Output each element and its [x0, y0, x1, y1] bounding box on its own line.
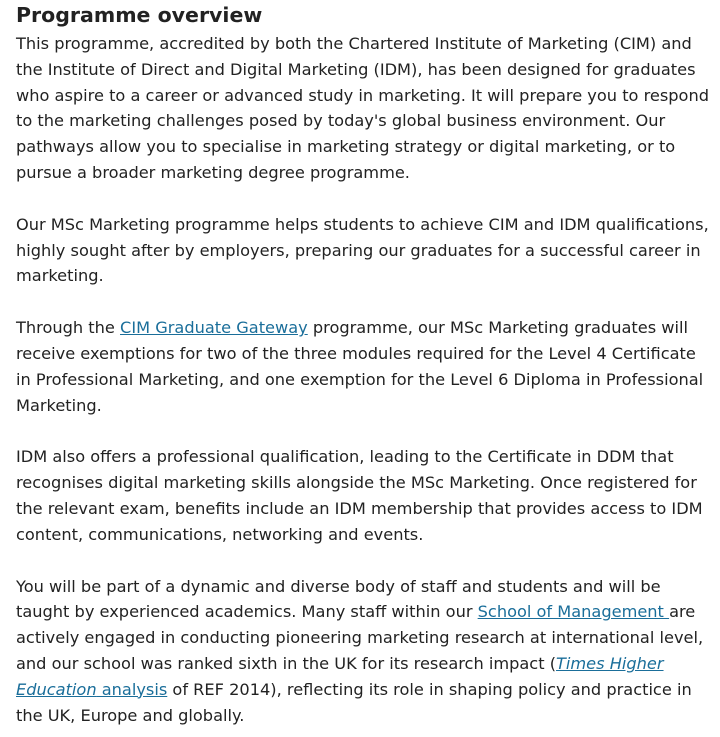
link-text: analysis — [96, 679, 168, 699]
text-span: of REF 2014), reflecting its role in shaping policy and practice in the UK, Europe and globally. — [16, 679, 692, 725]
cim-graduate-gateway-link[interactable]: CIM Graduate Gateway — [120, 318, 308, 338]
school-of-management-link[interactable]: School of Management — [477, 602, 670, 622]
paragraph-accreditation: This programme, accredited by both the Chartered Institute of Marketing (CIM) and the Institute of Direct and Digital Marketing (IDM), has been designed for graduates who aspire to a career or advanced study in marketing. It will prepare you to respond to the marketing challenges posed by today's global business environment. Our pathways allow you to specialise in marketing strategy or digital marketing, or to pursue a broader marketing degree programme. — [16, 34, 709, 182]
text-span: Through the — [16, 318, 121, 338]
text-span: are actively engaged in conducting pioneering marketing research at international level, and our school was ranked sixth in the UK for its research impact ( — [16, 602, 704, 673]
paragraph-qualifications: Our MSc Marketing programme helps students to achieve CIM and IDM qualifications, highly sought after by employers, preparing our graduates for a successful career in marketing. — [16, 214, 709, 286]
text-span: You will be part of a dynamic and diverse body of staff and students and will be taught by experienced academics. Many staff within our — [16, 576, 661, 622]
paragraph-cim-gateway — [16, 315, 709, 418]
paragraph-idm-qualification: IDM also offers a professional qualification, leading to the Certificate in DDM that recognises digital marketing skills alongside the MSc Marketing. Once registered for the relevant exam, benefits include an IDM membership that provides access to IDM content, communications, networking and events. — [16, 447, 703, 544]
section-title: Programme overview — [16, 3, 263, 27]
paragraph-staff-research — [16, 574, 709, 729]
text-span: programme, our MSc Marketing graduates will receive exemptions for two of the three modules required for the Level 4 Certificate in Professional Marketing, and one exemption for the Level 6 Diploma in Professional Marketing. — [16, 318, 704, 415]
link-italic-text: Times Higher Education — [16, 653, 664, 699]
